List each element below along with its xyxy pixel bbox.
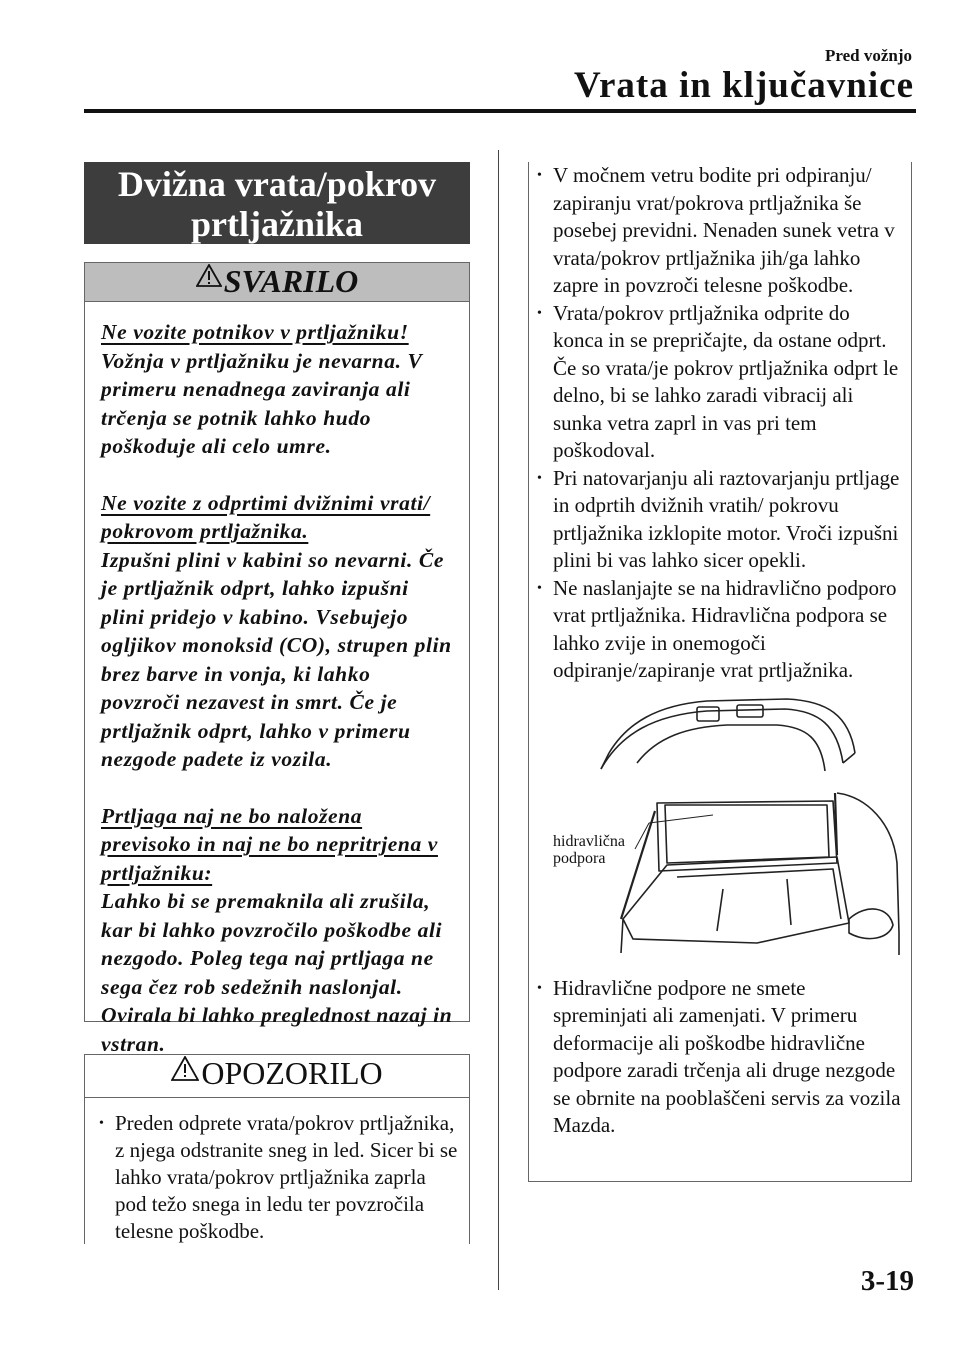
list-item: • Vrata/pokrov prtljažnika odprite do konca in se prepričajte, da ostane odprt. Če so vrata/je pokrov prtljažnika odprt le delno, bi se lahko zaradi vibracij ali sunka vetra zaprl in vas pri tem poškodoval. [537,300,901,465]
warning-heading-1: Ne vozite potnikov v prtljažniku! [101,320,409,344]
bullet-dot: • [537,470,542,486]
bullet-dot: • [537,168,542,183]
warning-text-1: Vožnja v prtljažniku je nevarna. V primeru nenadnega zaviranja ali trčenja se potnik lahko hudo poškoduje ali celo umre. [101,348,423,458]
caution-box [84,1054,470,1244]
list-item: • V močnem vetru bodite pri odpiranju/ zapiranju vrat/pokrova prtljažnika še posebej previdni. Nenaden sunek vetra v vrata/pokrov prtljažnika jih/ga lahko zapre in povzroči telesne poškodbe. [537,162,901,300]
bullet-dot: • [537,980,542,996]
right-body [529,162,911,1140]
list-item: • Hidravlične podpore ne smete spreminjati ali zamenjati. V primeru deformacije ali poškodbe hidravlične podpore zaradi trčenja ali druge nezgode se obrnite na pooblaščeni servis za vozila Mazda. [537,975,901,1140]
warning-header [85,263,469,302]
warning-box [84,262,470,1056]
warning-heading-3: Prtljaga naj ne bo naložena previsoko in naj ne bo nepritrjena v prtljažniku: [101,803,438,885]
right-caution-continuation [528,162,912,1182]
warning-text-2: Izpušni plini v kabini so nevarni. Če je prtljažnik odprt, lahko izpušni plini pridejo v kabino. Vsebujejo ogljikov monoksid (CO), strupen plin brez barve in vonja, ki lahko povzroči nezavest in smrt. Če je prtljažnik odprt, lahko v primeru nezgode padete iz vozila. [101,547,452,771]
caution-label: OPOZORILO [201,1055,383,1091]
list-item: • Ne naslanjajte se na hidravlično podporo vrat prtljažnika. Hidravlična podpora se lahko zvije in onemogoči odpiranje/zapiranje vrat prtljažnika. [537,575,901,685]
bullet-dot: • [99,1116,104,1131]
open-liftgate-drawing [537,693,901,965]
warning-heading-2: Ne vozite z odprtimi dvižnimi vrati/ pokrovom prtljažnika. [101,490,431,543]
running-header-title: Vrata in ključavnice [574,65,914,106]
list-item: • Pri natovarjanju ali raztovarjanju prtljage in odprtih dvižnih vratih/ pokrovu prtljažnika izklopite motor. Vroči izpušni plini bi vas lahko sicer opekli. [537,465,901,575]
section-title-line2: prtljažnika [190,204,363,244]
hydraulic-strut-callout: hidravlična podpora [553,832,625,867]
caution-triangle-icon [171,1056,199,1086]
bullet-dot: • [537,580,542,596]
caution-body [85,1098,469,1245]
page-number: 3-19 [860,1265,914,1297]
liftgate-illustration [537,693,901,965]
caution-item: • Preden odprete vrata/pokrov prtljažnika, z njega odstranite sneg in led. Sicer bi se lahko vrata/pokrov prtljažnika zaprla pod težo snega in ledu ter povzročila telesne poškodbe. [99,1111,458,1243]
warning-label: SVARILO [223,263,359,299]
section-title-box [84,162,470,244]
warning-triangle-icon [196,264,222,292]
running-header-section: Pred vožnjo [824,46,912,65]
warning-body [85,302,469,1058]
column-divider [498,150,499,1290]
bullet-dot: • [537,305,542,321]
section-title-line1: Dvižna vrata/pokrov [117,164,437,204]
caution-header [85,1055,469,1098]
warning-text-3: Lahko bi se premaknila ali zrušila, kar bi lahko povzročilo poškodbe ali nezgodo. Poleg tega naj prtljaga ne sega čez rob sedežnih naslonjal. Ovirala bi lahko preglednost nazaj in vstran. [101,889,453,1056]
header-rule [84,109,916,113]
